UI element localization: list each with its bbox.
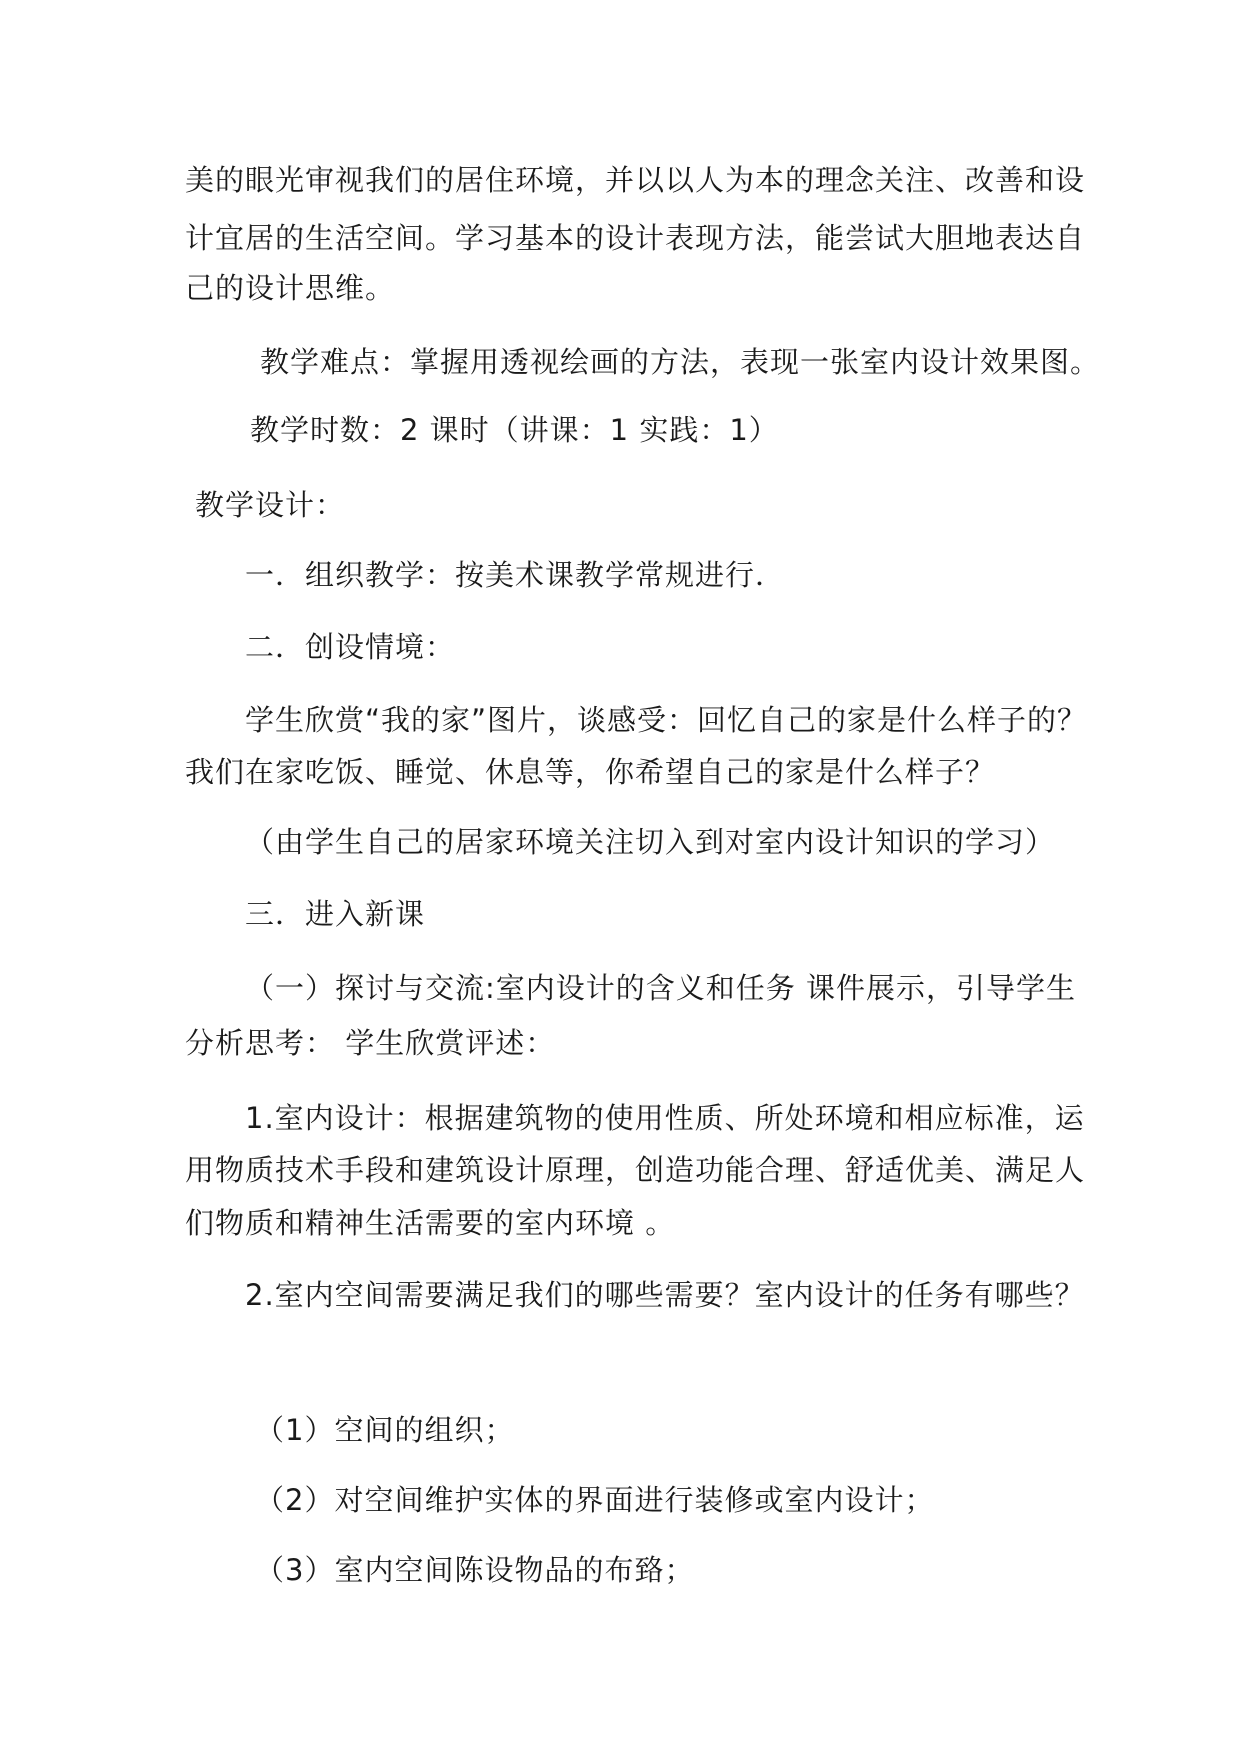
definition-line-3: 们物质和精神生活需要的室内环境 。 bbox=[185, 1206, 676, 1240]
transition-note: （由学生自己的居家环境关注切入到对室内设计知识的学习） bbox=[245, 825, 1056, 859]
teaching-design-heading: 教学设计： bbox=[195, 488, 346, 522]
step-create-situation: 二．创设情境： bbox=[245, 630, 456, 664]
appreciate-line-2: 我们在家吃饭、睡觉、休息等，你希望自己的家是什么样子？ bbox=[185, 755, 996, 789]
definition-line-1: 1.室内设计：根据建筑物的使用性质、所处环境和相应标准，运 bbox=[245, 1101, 1085, 1135]
teaching-hours: 教学时数：2 课时（讲课：1 实践：1） bbox=[250, 413, 779, 447]
task-item-3: （3）室内空间陈设物品的布臵； bbox=[255, 1553, 695, 1587]
paragraph-intro-line-3: 己的设计思维。 bbox=[185, 271, 396, 305]
paragraph-intro-line-1: 美的眼光审视我们的居住环境，并以以人为本的理念关注、改善和设 bbox=[185, 163, 1086, 197]
step-organize-teaching: 一．组织教学：按美术课教学常规进行． bbox=[245, 558, 786, 592]
tasks-question: 2.室内空间需要满足我们的哪些需要？室内设计的任务有哪些？ bbox=[245, 1278, 1085, 1312]
step-new-lesson: 三．进入新课 bbox=[245, 897, 426, 931]
definition-line-2: 用物质技术手段和建筑设计原理，创造功能合理、舒适优美、满足人 bbox=[185, 1153, 1086, 1187]
task-item-1: （1）空间的组织； bbox=[255, 1413, 515, 1447]
discussion-line-2: 分析思考： 学生欣赏评述： bbox=[185, 1026, 556, 1060]
task-item-2: （2）对空间维护实体的界面进行装修或室内设计； bbox=[255, 1483, 935, 1517]
appreciate-line-1: 学生欣赏“我的家”图片，谈感受：回忆自己的家是什么样子的？ bbox=[245, 703, 1088, 737]
paragraph-intro-line-2: 计宜居的生活空间。学习基本的设计表现方法，能尝试大胆地表达自 bbox=[185, 221, 1086, 255]
teaching-difficulty: 教学难点：掌握用透视绘画的方法，表现一张室内设计效果图。 bbox=[260, 345, 1101, 379]
discussion-line-1: （一）探讨与交流:室内设计的含义和任务 课件展示，引导学生 bbox=[245, 971, 1076, 1005]
